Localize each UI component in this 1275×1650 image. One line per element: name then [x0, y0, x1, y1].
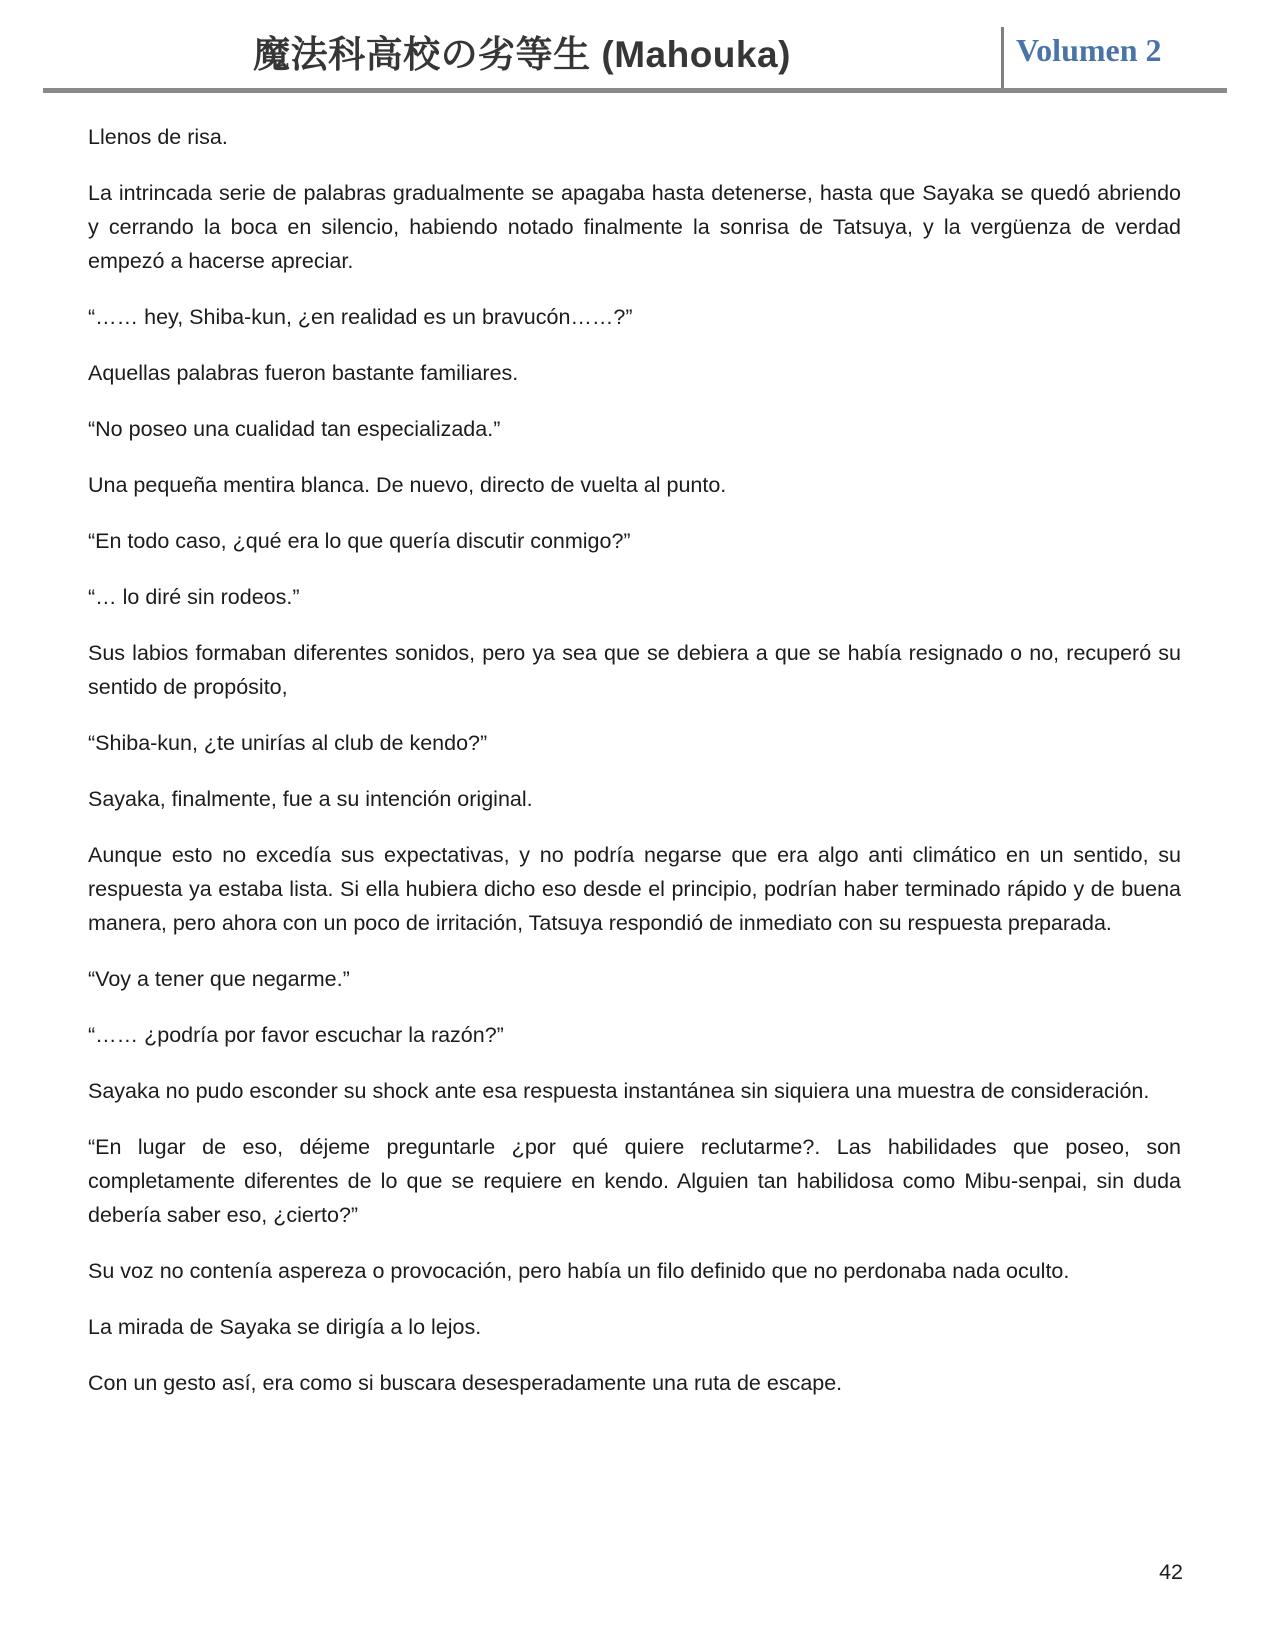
header-rule — [43, 88, 1227, 93]
page-number: 42 — [1159, 1560, 1183, 1584]
paragraph: Sus labios formaban diferentes sonidos, pero ya sea que se debiera a que se había resignado o no, recuperó su sentido de propósito, — [88, 641, 1181, 699]
paragraph: “En todo caso, ¿qué era lo que quería discutir conmigo?” — [88, 529, 631, 553]
paragraph: “… lo diré sin rodeos.” — [88, 585, 300, 609]
paragraph: “Voy a tener que negarme.” — [88, 967, 350, 991]
paragraph: Sayaka no pudo esconder su shock ante esa respuesta instantánea sin siquiera una muestra de consideración. — [88, 1079, 1150, 1103]
document-title: 魔法科高校の劣等生 (Mahouka) — [253, 34, 791, 75]
paragraph: Aunque esto no excedía sus expectativas, y no podría negarse que era algo anti climático en un sentido, su respuesta ya estaba lista. Si ella hubiera dicho eso desde el principio, podrían haber terminado rápido y de buena manera, pero ahora con un poco de irritación, Tatsuya respondió de inmediato con su respuesta preparada. — [88, 843, 1181, 935]
paragraph: La intrincada serie de palabras gradualmente se apagaba hasta detenerse, hasta que Sayaka se quedó abriendo y cerrando la boca en silencio, habiendo notado finalmente la sonrisa de Tatsuya, y la vergüenza de verdad empezó a hacerse apreciar. — [88, 181, 1181, 273]
paragraph: Con un gesto así, era como si buscara desesperadamente una ruta de escape. — [88, 1371, 843, 1395]
paragraph: “…… hey, Shiba-kun, ¿en realidad es un bravucón……?” — [88, 305, 633, 329]
paragraph: Aquellas palabras fueron bastante familiares. — [88, 361, 519, 385]
header-vertical-divider — [1001, 27, 1004, 92]
paragraph: Una pequeña mentira blanca. De nuevo, directo de vuelta al punto. — [88, 473, 727, 497]
paragraph: “No poseo una cualidad tan especializada.” — [88, 417, 501, 441]
paragraph: Sayaka, finalmente, fue a su intención original. — [88, 787, 533, 811]
paragraph: Llenos de risa. — [88, 125, 228, 149]
paragraph: La mirada de Sayaka se dirigía a lo lejos. — [88, 1315, 482, 1339]
paragraph: Su voz no contenía aspereza o provocación, pero había un filo definido que no perdonaba nada oculto. — [88, 1259, 1070, 1283]
paragraph: “Shiba-kun, ¿te unirías al club de kendo?” — [88, 731, 488, 755]
volume-label: Volumen 2 — [1016, 32, 1162, 68]
paragraph: “En lugar de eso, déjeme preguntarle ¿por qué quiere reclutarme?. Las habilidades que poseo, son completamente diferentes de lo que se requiere en kendo. Alguien tan habilidosa como Mibu-senpai, sin duda debería saber eso, ¿cierto?” — [88, 1135, 1181, 1227]
header-title-area — [43, 24, 1001, 78]
paragraphs-container — [88, 120, 1181, 1400]
paragraph: “…… ¿podría por favor escuchar la razón?” — [88, 1023, 504, 1047]
page-body — [88, 120, 1181, 1422]
